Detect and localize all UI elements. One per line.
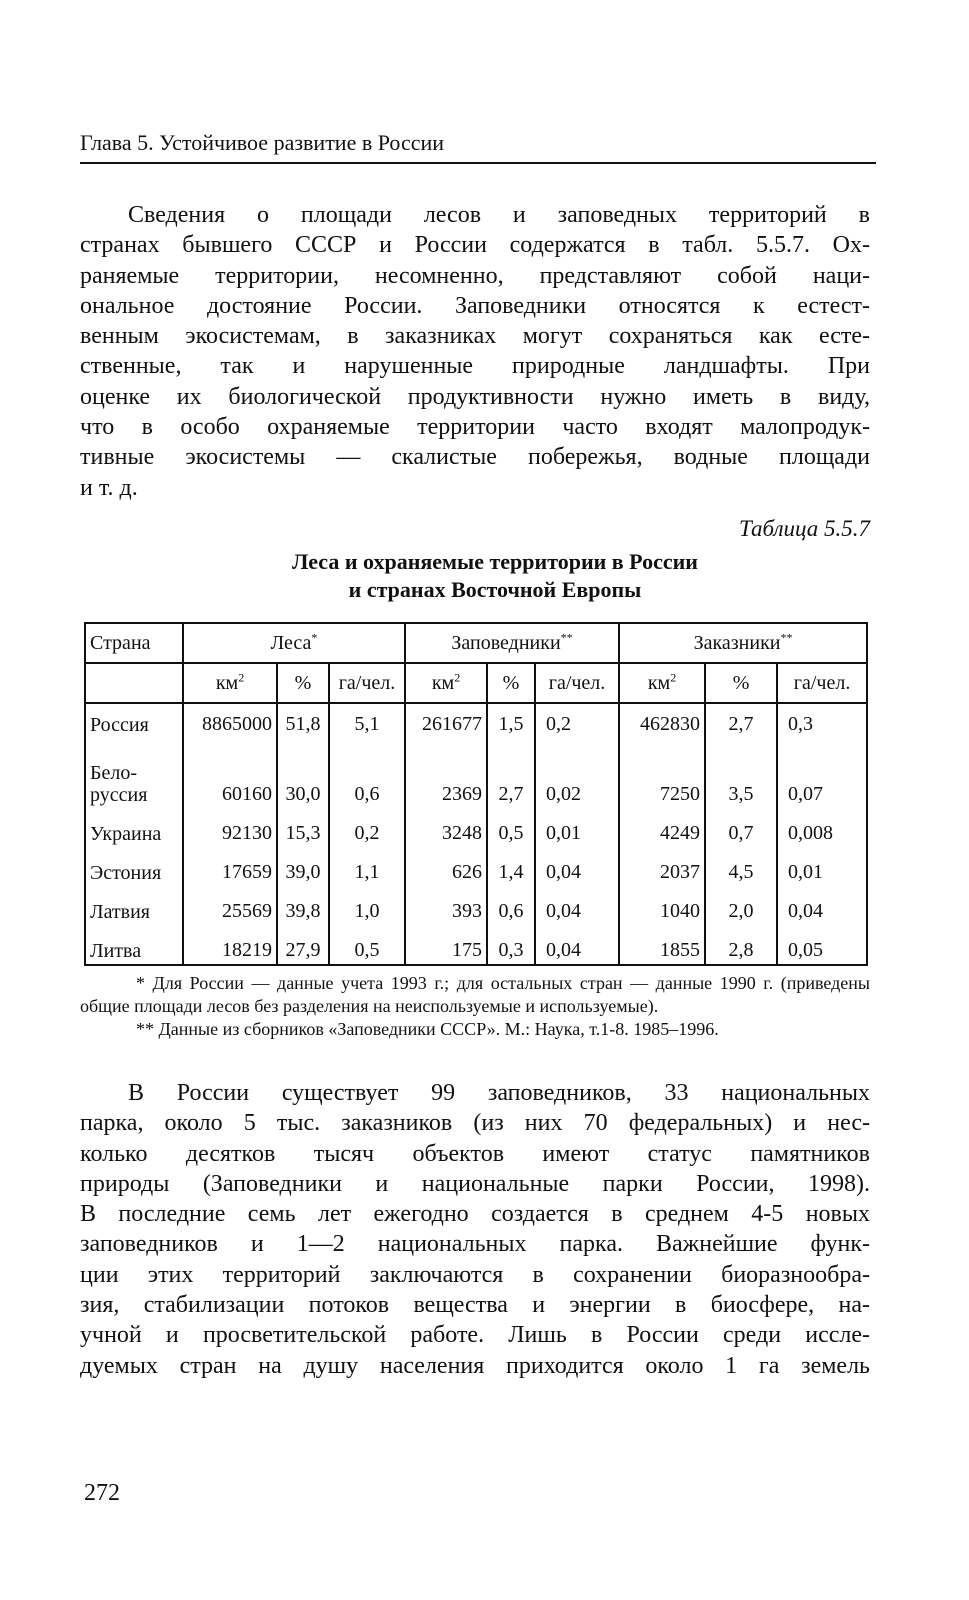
paragraph-line: и т. д. bbox=[80, 474, 138, 501]
paragraph-line: зия, стабилизации потоков вещества и энергии в биосфере, на- bbox=[80, 1292, 870, 1319]
body-paragraph bbox=[80, 1078, 870, 1381]
value-cell: 0,01 bbox=[777, 847, 867, 886]
paragraph-line: В России существует 99 заповедников, 33 национальных bbox=[128, 1080, 870, 1106]
value-cell: 0,05 bbox=[777, 925, 867, 965]
value-cell: 462830 bbox=[619, 703, 705, 738]
paragraph-line: ции этих территорий заключаются в сохранении биоразнообра- bbox=[80, 1261, 870, 1288]
value-cell: 4249 bbox=[619, 808, 705, 847]
paragraph-line: парка, около 5 тыс. заказников (из них 70 федеральных) и нес- bbox=[80, 1110, 870, 1137]
value-cell: 0,5 bbox=[329, 925, 405, 965]
value-cell: 0,5 bbox=[487, 808, 535, 847]
paragraph-line: что в особо охраняемые территории часто входят малопродук- bbox=[80, 414, 870, 441]
header-km: $км^2$ bbox=[619, 663, 705, 703]
value-cell: 8865000 bbox=[183, 703, 277, 738]
paragraph-line: дуемых стран на душу населения приходится около 1 га земель bbox=[80, 1352, 870, 1379]
value-cell: 27,9 bbox=[277, 925, 329, 965]
value-cell: 0,7 bbox=[705, 808, 777, 847]
page-number: 272 bbox=[84, 1480, 120, 1506]
table-row bbox=[85, 738, 867, 808]
value-cell: 1040 bbox=[619, 886, 705, 925]
table-row bbox=[85, 847, 867, 886]
paragraph-line: заповедников и 1—2 национальных парка. Важнейшие функ- bbox=[80, 1231, 870, 1258]
value-cell: 2,0 bbox=[705, 886, 777, 925]
header-pct: % bbox=[705, 663, 777, 703]
value-cell: 18219 bbox=[183, 925, 277, 965]
header-pct: % bbox=[277, 663, 329, 703]
value-cell: 15,3 bbox=[277, 808, 329, 847]
table-label: Таблица 5.5.7 bbox=[738, 516, 870, 541]
country-cell: Латвия bbox=[85, 886, 183, 925]
value-cell: 626 bbox=[405, 847, 487, 886]
paragraph-line: колько десятков тысяч объектов имеют статус памятников bbox=[80, 1140, 870, 1167]
value-cell: 261677 bbox=[405, 703, 487, 738]
footnote-2: ** Данные из сборников «Заповедники СССР». М.: Наука, т.1-8. 1985–1996. bbox=[136, 1019, 719, 1039]
table-row bbox=[85, 703, 867, 738]
table-row bbox=[85, 808, 867, 847]
value-cell: 0,07 bbox=[777, 738, 867, 808]
value-cell: 1,1 bbox=[329, 847, 405, 886]
value-cell: 0,3 bbox=[487, 925, 535, 965]
value-cell: 4,5 bbox=[705, 847, 777, 886]
value-cell: 25569 bbox=[183, 886, 277, 925]
value-cell: 0,04 bbox=[535, 886, 619, 925]
country-cell: Украина bbox=[85, 808, 183, 847]
value-cell: 3248 bbox=[405, 808, 487, 847]
value-cell: 39,0 bbox=[277, 847, 329, 886]
value-cell: 175 bbox=[405, 925, 487, 965]
header-reserves: Заповедники** bbox=[405, 623, 619, 663]
value-cell: 92130 bbox=[183, 808, 277, 847]
paragraph-line: раняемые территории, несомненно, представляют собой наци- bbox=[80, 262, 870, 289]
value-cell: 0,01 bbox=[535, 808, 619, 847]
header-sanctuaries: Заказники** bbox=[619, 623, 867, 663]
value-cell: 0,6 bbox=[329, 738, 405, 808]
value-cell: 2,7 bbox=[487, 738, 535, 808]
header-ha: га/чел. bbox=[329, 663, 405, 703]
value-cell: 2,7 bbox=[705, 703, 777, 738]
country-cell: Бело- руссия bbox=[85, 738, 183, 808]
table-row bbox=[85, 886, 867, 925]
value-cell: 1,4 bbox=[487, 847, 535, 886]
value-cell: 60160 bbox=[183, 738, 277, 808]
country-cell: Россия bbox=[85, 703, 183, 738]
value-cell: 1855 bbox=[619, 925, 705, 965]
header-forests: Леса* bbox=[183, 623, 405, 663]
header-km: $км^2$ bbox=[405, 663, 487, 703]
paragraph-line: Сведения о площади лесов и заповедных территорий в bbox=[128, 202, 870, 228]
intro-paragraph bbox=[80, 200, 870, 503]
value-cell: 2,8 bbox=[705, 925, 777, 965]
value-cell: 0,04 bbox=[535, 925, 619, 965]
country-cell: Эстония bbox=[85, 847, 183, 886]
paragraph-line: странах бывшего СССР и России содержатся в табл. 5.5.7. Ох- bbox=[80, 232, 870, 259]
value-cell: 0,04 bbox=[535, 847, 619, 886]
value-cell: 0,3 bbox=[777, 703, 867, 738]
value-cell: 0,02 bbox=[535, 738, 619, 808]
paragraph-line: венным экосистемам, в заказниках могут сохраняться как есте- bbox=[80, 323, 870, 350]
value-cell: 2369 bbox=[405, 738, 487, 808]
footnote-1: * Для России — данные учета 1993 г.; для остальных стран — данные 1990 г. (приведены общие площади лесов без разделения на неиспользуемые и используемые). bbox=[80, 973, 870, 1016]
value-cell: 2037 bbox=[619, 847, 705, 886]
paragraph-line: ственные, так и нарушенные природные ландшафты. При bbox=[80, 353, 870, 380]
value-cell: 51,8 bbox=[277, 703, 329, 738]
value-cell: 0,008 bbox=[777, 808, 867, 847]
header-country: Страна bbox=[85, 623, 183, 663]
value-cell: 7250 bbox=[619, 738, 705, 808]
paragraph-line: В последние семь лет ежегодно создается в среднем 4-5 новых bbox=[80, 1201, 870, 1228]
header-ha: га/чел. bbox=[535, 663, 619, 703]
header-ha: га/чел. bbox=[777, 663, 867, 703]
value-cell: 30,0 bbox=[277, 738, 329, 808]
value-cell: 0,2 bbox=[535, 703, 619, 738]
country-cell: Литва bbox=[85, 925, 183, 965]
header-km: $км^2$ bbox=[183, 663, 277, 703]
value-cell: 3,5 bbox=[705, 738, 777, 808]
value-cell: 1,5 bbox=[487, 703, 535, 738]
running-head: Глава 5. Устойчивое развитие в России bbox=[80, 128, 876, 164]
value-cell: 39,8 bbox=[277, 886, 329, 925]
paragraph-line: учной и просветительской работе. Лишь в России среди иссле- bbox=[80, 1322, 870, 1349]
table-row bbox=[85, 925, 867, 965]
paragraph-line: ональное достояние России. Заповедники относятся к естест- bbox=[80, 292, 870, 319]
forest-reserves-table bbox=[84, 622, 868, 966]
value-cell: 393 bbox=[405, 886, 487, 925]
table-title-line: Леса и охраняемые территории в России bbox=[292, 549, 698, 574]
paragraph-line: тивные экосистемы — скалистые побережья, водные площади bbox=[80, 444, 870, 471]
paragraph-line: природы (Заповедники и национальные парки России, 1998). bbox=[80, 1170, 870, 1197]
paragraph-line: оценке их биологической продуктивности нужно иметь в виду, bbox=[80, 383, 870, 410]
value-cell: 1,0 bbox=[329, 886, 405, 925]
table-title-line: и странах Восточной Европы bbox=[348, 577, 642, 602]
value-cell: 0,6 bbox=[487, 886, 535, 925]
table-title bbox=[80, 548, 910, 604]
value-cell: 0,2 bbox=[329, 808, 405, 847]
header-pct: % bbox=[487, 663, 535, 703]
value-cell: 5,1 bbox=[329, 703, 405, 738]
header-empty bbox=[85, 663, 183, 703]
value-cell: 0,04 bbox=[777, 886, 867, 925]
value-cell: 17659 bbox=[183, 847, 277, 886]
